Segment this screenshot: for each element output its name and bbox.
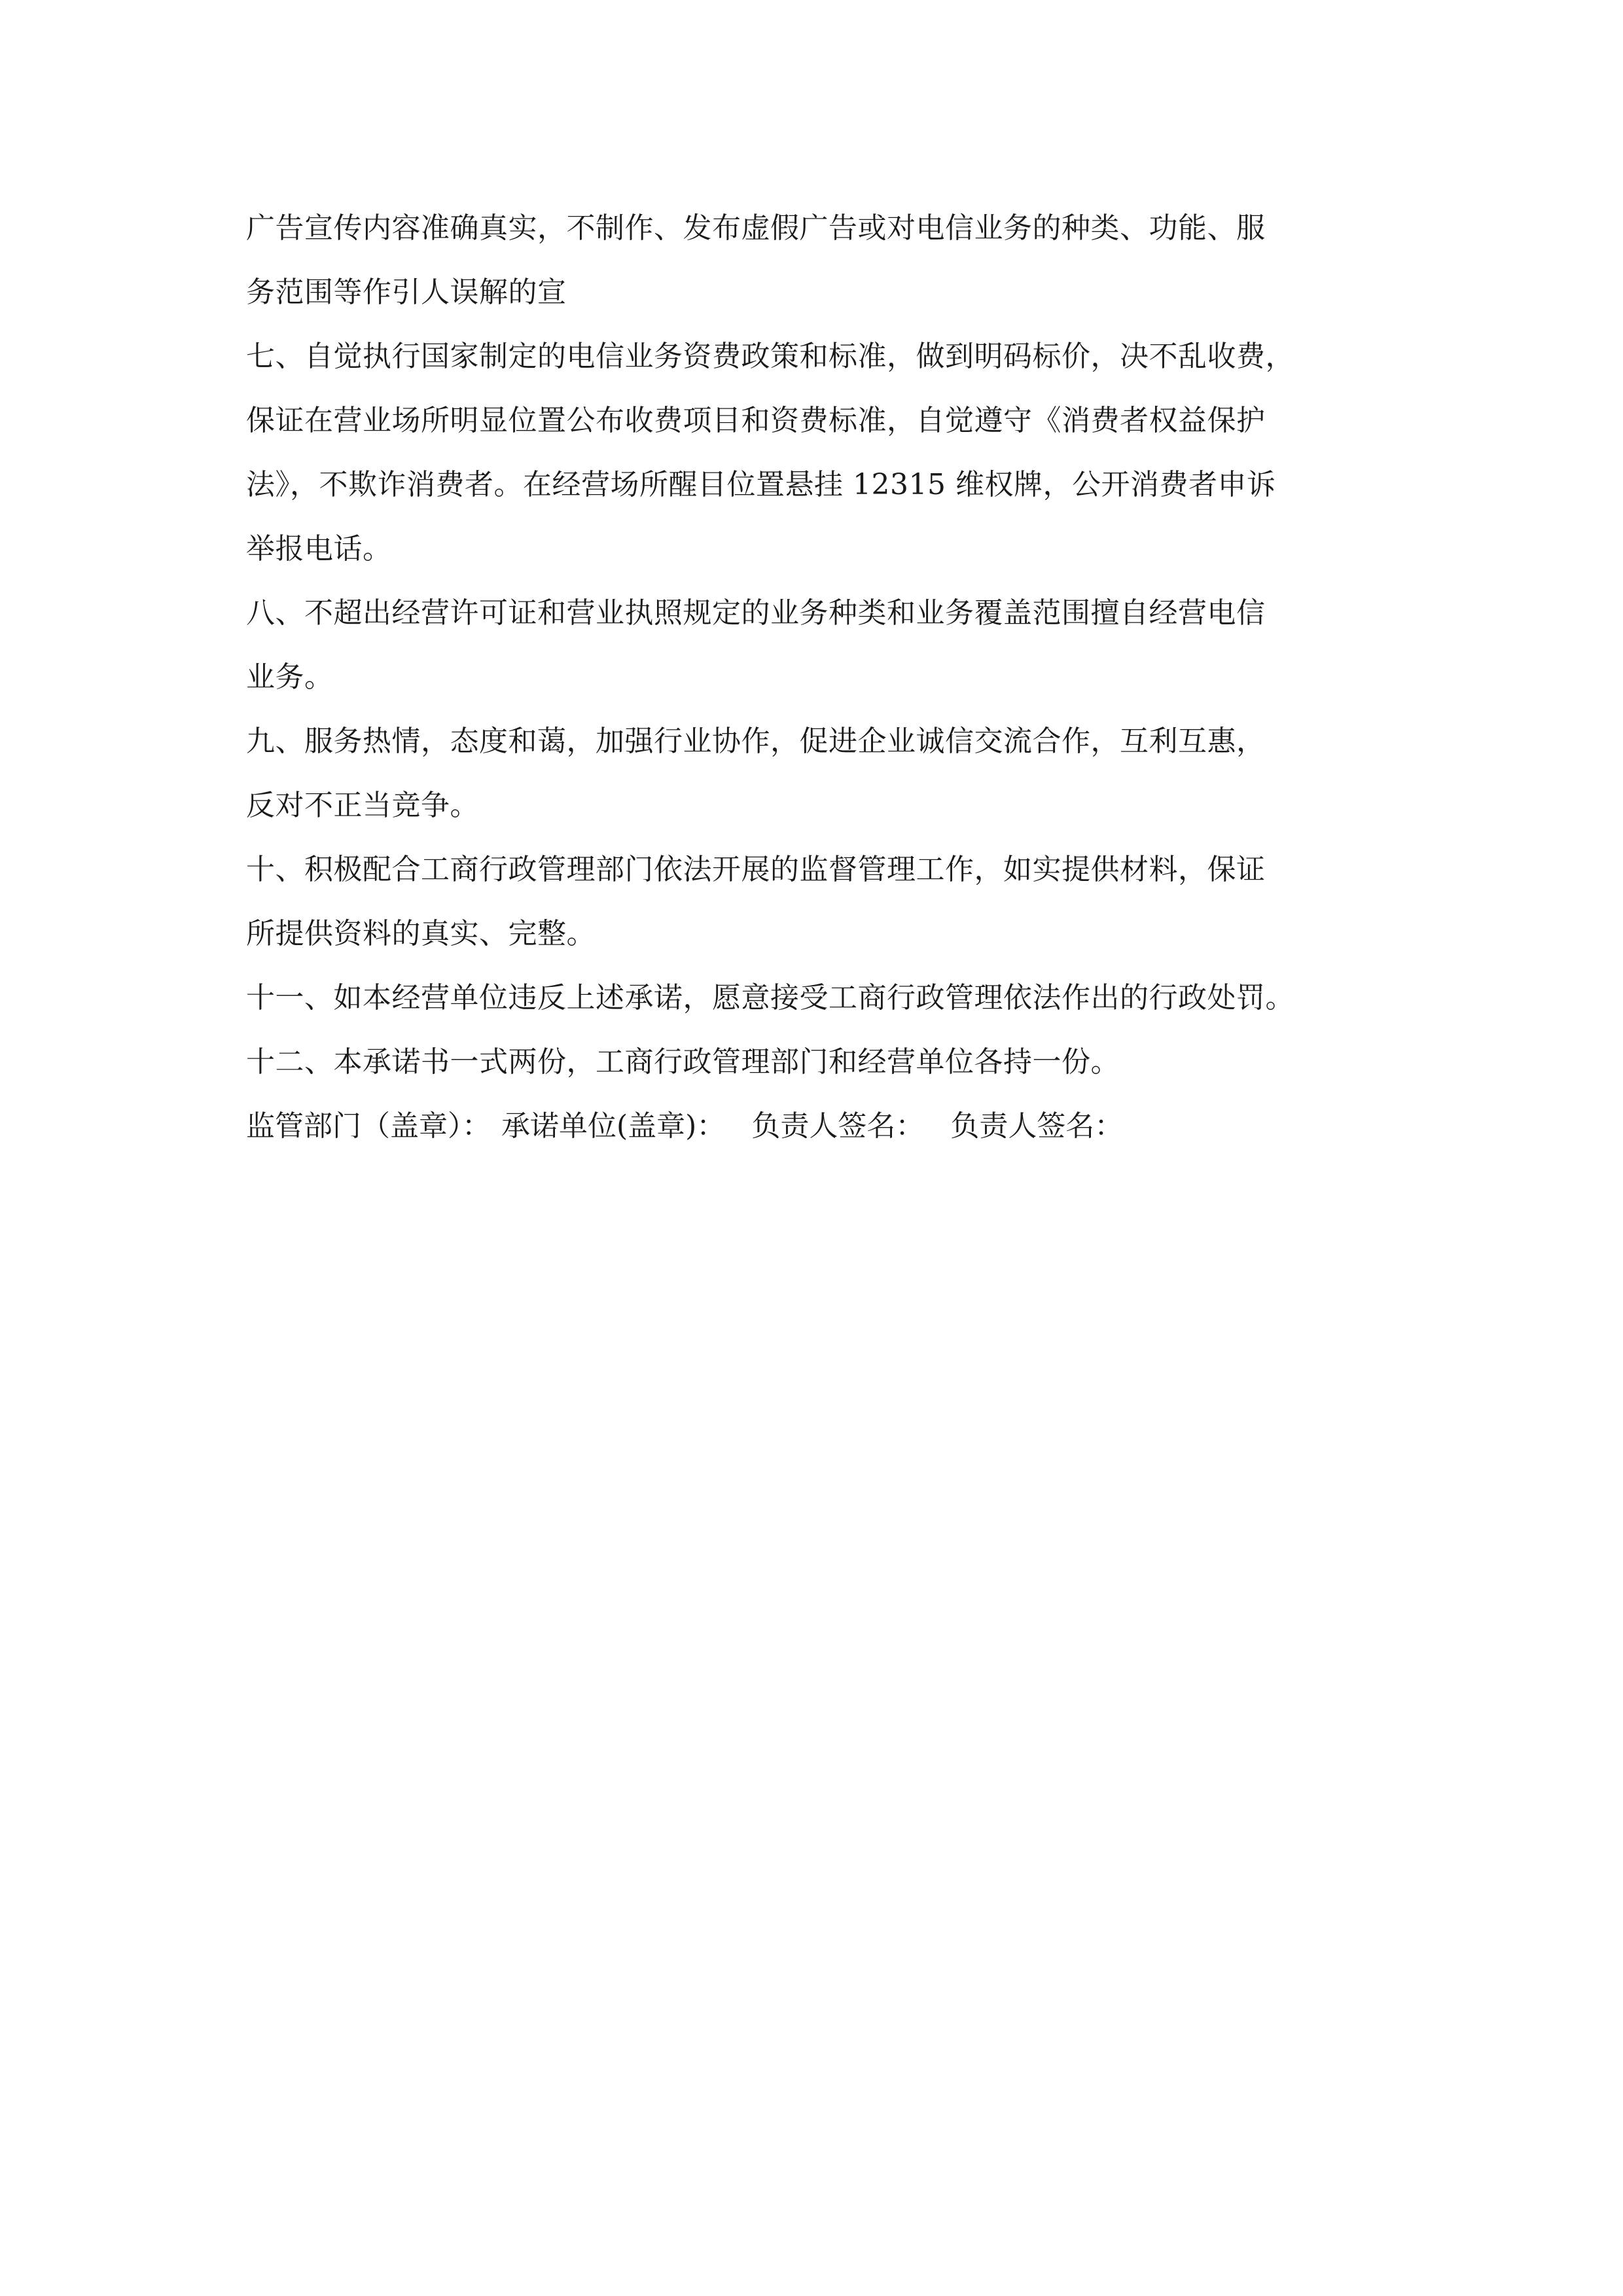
- supervisor-stamp-label: 监管部门（盖章）：: [246, 1109, 491, 1143]
- text-line: 十、积极配合工商行政管理部门依法开展的监督管理工作，如实提供材料，保证: [246, 853, 1266, 886]
- text-line: 法》，不欺诈消费者。在经营场所醒目位置悬挂 12315 维权牌，公开消费者申诉: [246, 468, 1276, 501]
- text-line: 举报电话。: [246, 532, 392, 565]
- text-line: 广告宣传内容准确真实，不制作、发布虚假广告或对电信业务的种类、功能、服: [246, 211, 1266, 245]
- text-line: 八、不超出经营许可证和营业执照规定的业务种类和业务覆盖范围擅自经营电信: [246, 596, 1266, 630]
- text-line: 七、自觉执行国家制定的电信业务资费政策和标准，做到明码标价，决不乱收费，: [246, 340, 1294, 373]
- signature-row: [246, 1094, 1398, 1158]
- text-line: 十二、本承诺书一式两份，工商行政管理部门和经营单位各持一份。: [246, 1045, 1120, 1079]
- text-line: 保证在营业场所明显位置公布收费项目和资费标准，自觉遵守《消费者权益保护: [246, 404, 1266, 437]
- text-line: 反对不正当竞争。: [246, 789, 479, 822]
- text-line: 九、服务热情，态度和蔼，加强行业协作，促进企业诚信交流合作，互利互惠，: [246, 725, 1266, 758]
- document-body: [246, 196, 1398, 1158]
- promisor-stamp-label: 承诺单位(盖章)：: [501, 1109, 726, 1143]
- text-line: 业务。: [246, 660, 334, 694]
- responsible-signature-label: 负责人签名：: [751, 1109, 925, 1143]
- responsible-signature-label: 负责人签名：: [950, 1109, 1124, 1143]
- text-line: 所提供资料的真实、完整。: [246, 917, 596, 950]
- text-line: 务范围等作引人误解的宣: [246, 276, 567, 309]
- text-line: 十一、如本经营单位违反上述承诺，愿意接受工商行政管理依法作出的行政处罚。: [246, 981, 1294, 1014]
